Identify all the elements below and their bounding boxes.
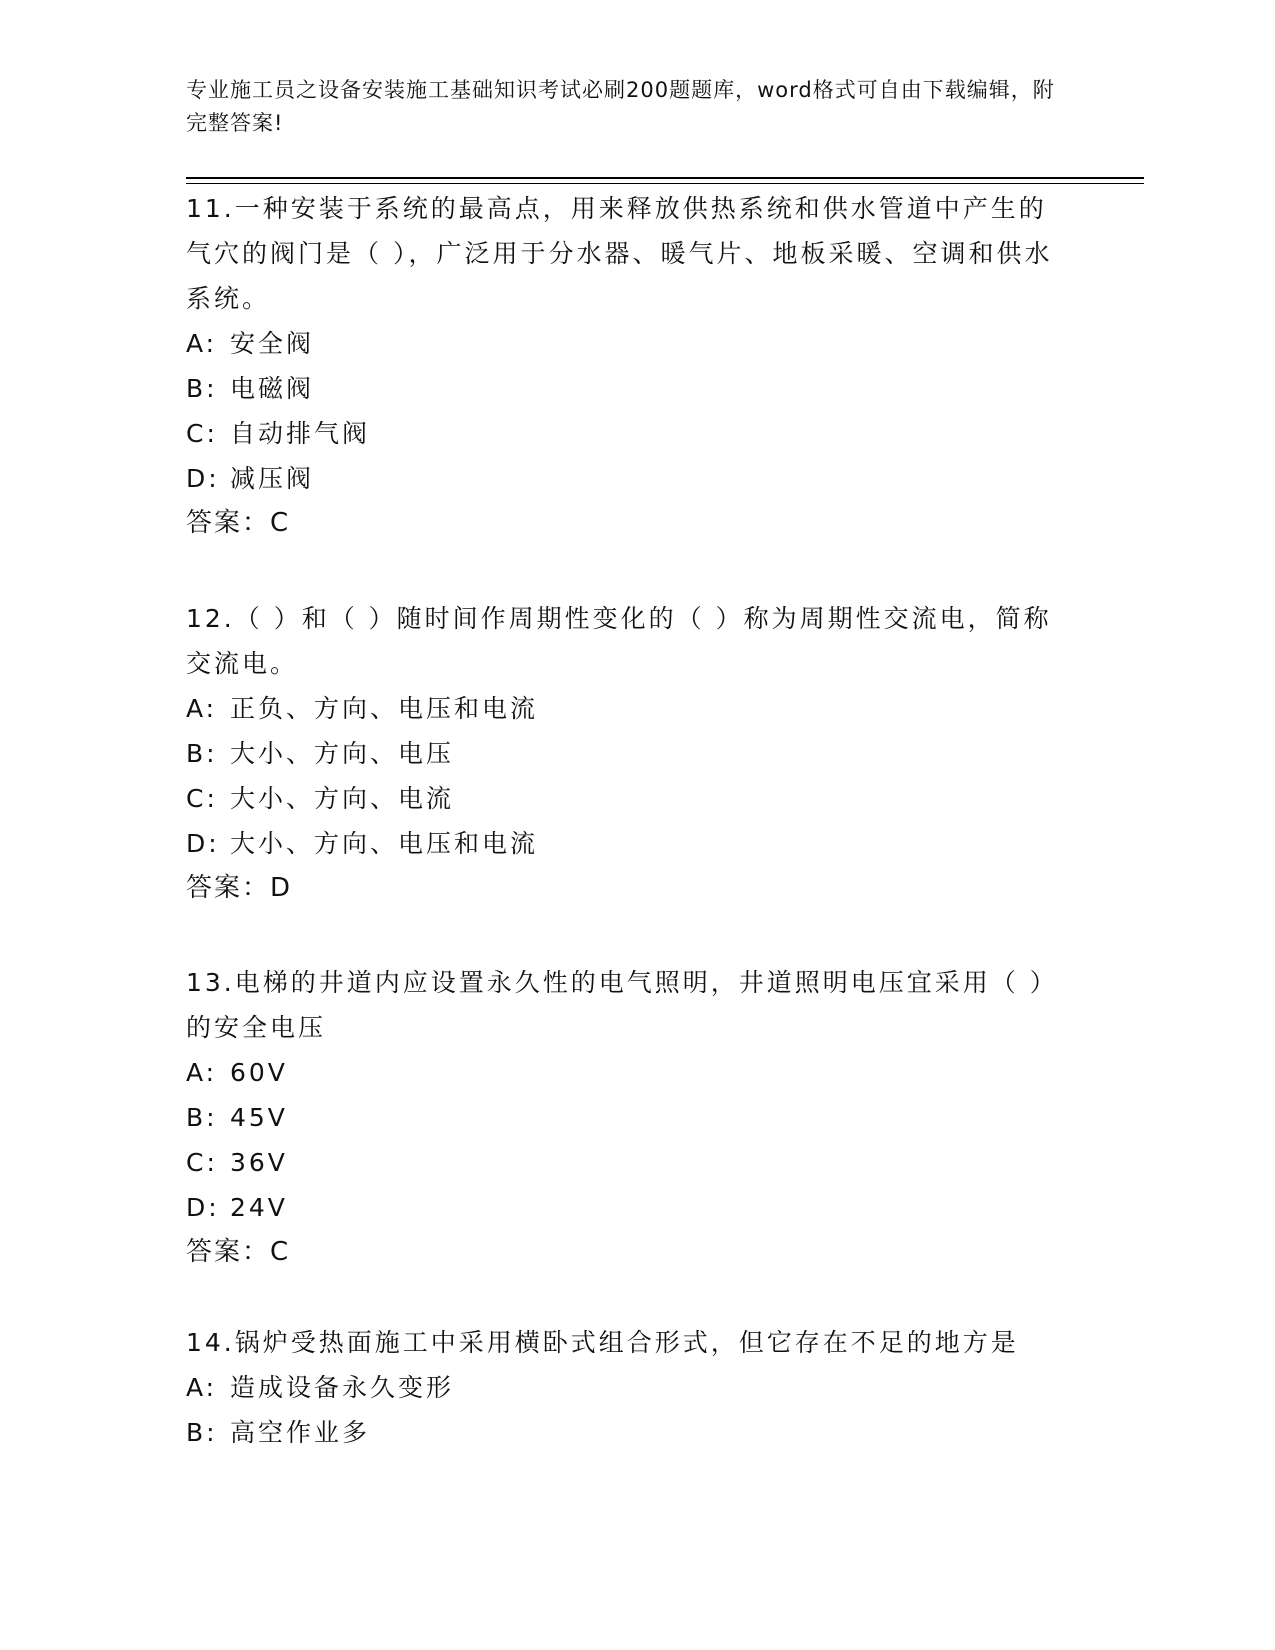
option-a [186,1050,1086,1095]
option-a [186,321,1086,366]
option-b [186,731,1086,776]
option-letter: A: [186,329,218,358]
option-text: 60V [230,1058,288,1087]
option-text: 造成设备永久变形 [230,1373,455,1402]
option-a [186,686,1086,731]
option-letter: A: [186,1373,218,1402]
answer-label: 答案： [186,873,271,903]
option-text: 正负、方向、电压和电流 [230,694,539,723]
question-number: 13. [186,968,235,997]
question-13 [186,960,1086,1275]
option-letter: B: [186,374,218,403]
header-divider-thin [186,183,1144,184]
question-stem [186,1320,1066,1365]
option-letter: D: [186,464,220,493]
option-b [186,1410,1086,1455]
option-b [186,366,1086,411]
answer-line [186,866,1086,911]
option-text: 减压阀 [230,464,315,493]
option-letter: C: [186,419,218,448]
answer-value: D [270,873,293,903]
header-divider-thick [186,177,1144,179]
option-letter: B: [186,1418,218,1447]
option-d [186,1185,1086,1230]
option-c [186,411,1086,456]
answer-line [186,1230,1086,1275]
option-c [186,776,1086,821]
option-letter: D: [186,829,220,858]
option-letter: C: [186,784,218,813]
option-text: 安全阀 [230,329,315,358]
document-title: 专业施工员之设备安装施工基础知识考试必刷200题题库，word格式可自由下载编辑，附完整答案! [186,78,1055,135]
option-text: 大小、方向、电压和电流 [230,829,539,858]
option-c [186,1140,1086,1185]
question-text: （ ）和（ ）随时间作周期性变化的（ ）称为周期性交流电，简称交流电。 [186,604,1052,678]
question-number: 12. [186,604,235,633]
option-text: 36V [230,1148,288,1177]
question-stem [186,960,1066,1050]
question-stem [186,596,1066,686]
option-text: 45V [230,1103,288,1132]
option-d [186,821,1086,866]
option-letter: B: [186,739,218,768]
question-number: 11. [186,194,235,223]
option-letter: C: [186,1148,218,1177]
question-number: 14. [186,1328,235,1357]
answer-label: 答案： [186,508,271,538]
option-text: 大小、方向、电流 [230,784,455,813]
question-stem [186,186,1066,321]
question-14 [186,1320,1086,1455]
option-letter: B: [186,1103,218,1132]
question-11 [186,186,1086,546]
option-text: 高空作业多 [230,1418,371,1447]
option-letter: A: [186,694,218,723]
question-12 [186,596,1086,911]
option-text: 大小、方向、电压 [230,739,455,768]
question-text: 锅炉受热面施工中采用横卧式组合形式，但它存在不足的地方是 [234,1328,1019,1357]
option-text: 自动排气阀 [230,419,371,448]
answer-value: C [270,508,291,538]
option-a [186,1365,1086,1410]
option-text: 24V [230,1193,288,1222]
option-b [186,1095,1086,1140]
option-letter: A: [186,1058,218,1087]
answer-value: C [270,1237,291,1267]
option-letter: D: [186,1193,220,1222]
option-d [186,456,1086,501]
answer-label: 答案： [186,1237,271,1267]
option-text: 电磁阀 [230,374,315,403]
answer-line [186,501,1086,546]
question-text: 一种安装于系统的最高点，用来释放供热系统和供水管道中产生的气穴的阀门是（ ），广泛用于分水器、暖气片、地板采暖、空调和供水系统。 [186,194,1053,313]
question-text: 电梯的井道内应设置永久性的电气照明，井道照明电压宜采用（ ）的安全电压 [186,968,1058,1042]
